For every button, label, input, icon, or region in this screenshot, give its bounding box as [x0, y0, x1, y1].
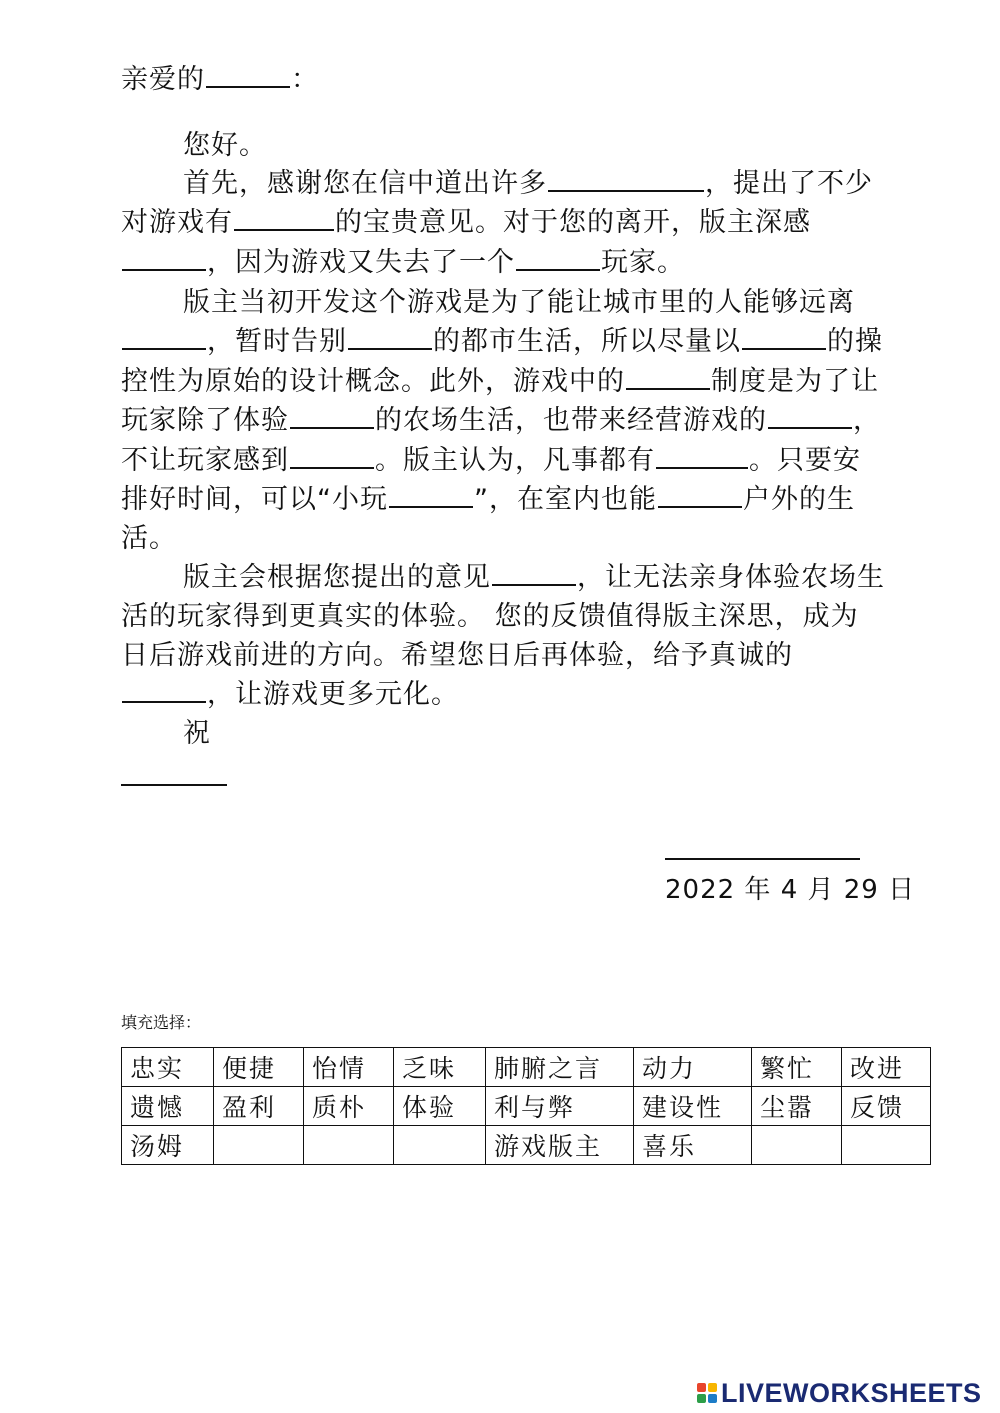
p2-line-4 [121, 401, 881, 441]
p2-text: 户外的生 [743, 484, 855, 515]
p2-text: 制度是为了让 [711, 366, 879, 397]
choice-cell: 怡情 [304, 1048, 394, 1087]
closing-text: 祝 [183, 718, 211, 749]
choice-cell: 忠实 [122, 1048, 214, 1087]
salutation-colon: ： [291, 64, 319, 95]
blank-1[interactable] [548, 166, 704, 192]
choice-cell [394, 1126, 486, 1165]
blank-5[interactable] [122, 324, 206, 350]
p2-text: 。只要安 [749, 445, 861, 476]
choice-cell: 尘嚣 [752, 1087, 842, 1126]
blank-4[interactable] [516, 245, 600, 271]
blank-12[interactable] [656, 443, 748, 469]
choice-cell: 喜乐 [634, 1126, 752, 1165]
blank-14[interactable] [658, 482, 742, 508]
logo-square [697, 1394, 706, 1403]
salutation [121, 60, 319, 100]
p2-line-7 [121, 519, 177, 559]
logo-mark-icon [697, 1383, 717, 1403]
p2-line-5 [121, 441, 861, 481]
choice-cell [304, 1126, 394, 1165]
choices-label: 填充选择： [121, 1013, 202, 1032]
blank-11[interactable] [290, 443, 374, 469]
p2-text: 。版主认为，凡事都有 [375, 445, 655, 476]
p2-line-6 [121, 480, 855, 520]
blank-2[interactable] [234, 205, 334, 231]
p2-line-2 [121, 322, 883, 362]
blank-6[interactable] [348, 324, 432, 350]
salutation-text: 亲爱的 [121, 64, 205, 95]
choice-cell: 体验 [394, 1087, 486, 1126]
choice-cell: 繁忙 [752, 1048, 842, 1087]
blank-recipient[interactable] [206, 62, 290, 88]
p3-text: ，让游戏更多元化。 [207, 679, 459, 710]
p2-text: ， [853, 405, 881, 436]
choice-cell: 盈利 [214, 1087, 304, 1126]
choice-cell: 质朴 [304, 1087, 394, 1126]
p3-line-1 [183, 558, 885, 598]
greeting [183, 126, 267, 166]
p2-text: 版主当初开发这个游戏是为了能让城市里的人能够远离 [183, 287, 855, 318]
choice-cell: 利与弊 [486, 1087, 634, 1126]
blank-3[interactable] [122, 245, 206, 271]
p3-text: ，让无法亲身体验农场生 [577, 562, 885, 593]
choices-row [122, 1048, 931, 1087]
p2-text: ，暂时告别 [207, 326, 347, 357]
choice-cell [214, 1126, 304, 1165]
blank-15[interactable] [492, 560, 576, 586]
blank-16[interactable] [122, 677, 206, 703]
greeting-text: 您好。 [183, 130, 267, 161]
closing [183, 714, 211, 754]
p3-line-3 [121, 636, 793, 676]
p2-text: 的农场生活，也带来经营游戏的 [375, 405, 767, 436]
choice-cell: 动力 [634, 1048, 752, 1087]
choice-cell [752, 1126, 842, 1165]
blank-closing-wish[interactable] [121, 784, 227, 786]
choice-cell: 乏味 [394, 1048, 486, 1087]
choices-row [122, 1126, 931, 1165]
liveworksheets-logo [697, 1378, 982, 1408]
p1-text: 的宝贵意见。对于您的离开，版主深感 [335, 207, 811, 238]
p1-text: 首先，感谢您在信中道出许多 [183, 168, 547, 199]
choice-cell: 汤姆 [122, 1126, 214, 1165]
p2-text: 控性为原始的设计概念。此外，游戏中的 [121, 366, 625, 397]
p3-text: 日后游戏前进的方向。希望您日后再体验，给予真诚的 [121, 640, 793, 671]
p1-text: ，提出了不少 [705, 168, 873, 199]
p2-text: 的都市生活，所以尽量以 [433, 326, 741, 357]
p2-text: 排好时间，可以“小玩 [121, 484, 388, 515]
logo-square [708, 1394, 717, 1403]
p1-text: 对游戏有 [121, 207, 233, 238]
p2-line-1 [183, 283, 855, 323]
choices-table [121, 1047, 931, 1165]
p2-text: 不让玩家感到 [121, 445, 289, 476]
choice-cell: 便捷 [214, 1048, 304, 1087]
choice-cell: 改进 [842, 1048, 931, 1087]
choice-cell [842, 1126, 931, 1165]
blank-13[interactable] [389, 482, 473, 508]
blank-8[interactable] [626, 364, 710, 390]
choice-cell: 遗憾 [122, 1087, 214, 1126]
letter-date: 2022 年 4 月 29 日 [665, 875, 916, 905]
p2-line-3 [121, 362, 879, 402]
p1-text: 玩家。 [601, 247, 685, 278]
p1-text: ，因为游戏又失去了一个 [207, 247, 515, 278]
p3-text: 活的玩家得到更真实的体验。 您的反馈值得版主深思，成为 [121, 601, 859, 632]
blank-signature[interactable] [665, 858, 860, 860]
p1-line-2 [121, 203, 811, 243]
p3-line-4 [121, 675, 459, 715]
logo-square [697, 1383, 706, 1392]
blank-10[interactable] [768, 403, 852, 429]
blank-7[interactable] [742, 324, 826, 350]
p3-text: 版主会根据您提出的意见 [183, 562, 491, 593]
choice-cell: 游戏版主 [486, 1126, 634, 1165]
p1-line-3 [121, 243, 685, 283]
p2-text: 玩家除了体验 [121, 405, 289, 436]
p2-text: 的操 [827, 326, 883, 357]
p2-text: ”，在室内也能 [474, 484, 657, 515]
blank-9[interactable] [290, 403, 374, 429]
choice-cell: 建设性 [634, 1087, 752, 1126]
p2-text: 活。 [121, 523, 177, 554]
choice-cell: 肺腑之言 [486, 1048, 634, 1087]
choice-cell: 反馈 [842, 1087, 931, 1126]
p1-line-1 [183, 164, 873, 204]
logo-square [708, 1383, 717, 1392]
p3-line-2 [121, 597, 859, 637]
choices-row [122, 1087, 931, 1126]
logo-text: LIVEWORKSHEETS [721, 1377, 982, 1408]
